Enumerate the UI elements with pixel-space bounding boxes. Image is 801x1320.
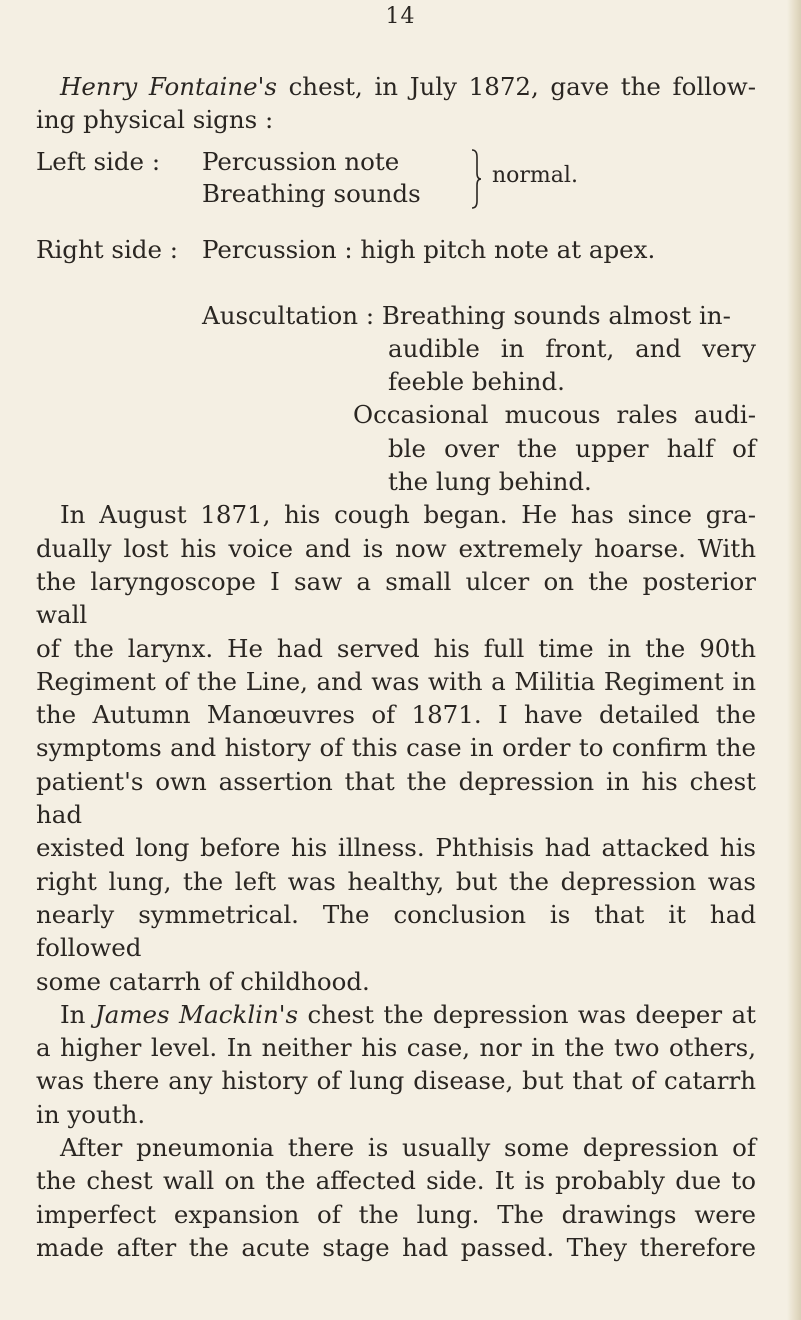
right-side-findings	[36, 233, 756, 299]
left-side-findings	[36, 143, 756, 233]
macklin-post: chest the depression was deeper at	[298, 999, 756, 1029]
paragraph-line: of the larynx. He had served his full time in the 90th	[36, 633, 756, 663]
rales-line-2: ble over the upper half of	[388, 433, 756, 463]
auscultation-line-2: audible in front, and very	[388, 333, 756, 363]
paragraph-line: nearly symmetrical. The conclusion is that it had followed	[36, 899, 756, 963]
page-edge	[787, 0, 801, 1320]
paragraph-line: Regiment of the Line, and was with a Militia Regiment in	[36, 666, 756, 696]
paragraph-line: symptoms and history of this case in order to confirm the	[36, 733, 756, 763]
paragraph-line: In August 1871, his cough began. He has since gra-	[60, 500, 756, 530]
rales-line-1: Occasional mucous rales audi-	[353, 400, 756, 430]
patient-name: Henry Fontaine's	[60, 72, 277, 101]
brace-icon	[470, 149, 482, 209]
paragraph-line: in youth.	[36, 1099, 146, 1129]
intro-text: chest, in July 1872, gave the follow-	[276, 72, 756, 101]
paragraph-line: existed long before his illness. Phthisis had attacked his	[36, 833, 756, 863]
paragraph-pneumonia	[36, 1131, 756, 1264]
left-result: normal.	[492, 162, 578, 188]
macklin-pre: In	[60, 999, 95, 1029]
paragraph-line: made after the acute stage had passed. They therefore	[36, 1232, 756, 1262]
auscultation-line-3: feeble behind.	[388, 367, 565, 397]
intro-line-1	[36, 70, 756, 103]
auscultation-line-1: Auscultation : Breathing sounds almost in-	[202, 300, 731, 330]
intro-line-2: ing physical signs :	[36, 105, 274, 135]
patient-name: James Macklin's	[94, 999, 299, 1029]
left-breathing: Breathing sounds	[202, 178, 421, 208]
left-percussion: Percussion note	[202, 146, 400, 176]
paragraph-line: imperfect expansion of the lung. The drawings were	[36, 1199, 756, 1229]
page-body	[36, 70, 756, 1264]
rales-line-3: the lung behind.	[388, 467, 592, 497]
right-side-label: Right side :	[36, 234, 179, 264]
right-percussion: Percussion : high pitch note at apex.	[202, 234, 656, 264]
paragraph-line: some catarrh of childhood.	[36, 966, 370, 996]
paragraph-line: the Autumn Manœuvres of 1871. I have detailed the	[36, 700, 756, 730]
paragraph-line: a higher level. In neither his case, nor in the two others,	[36, 1033, 756, 1063]
paragraph-macklin	[36, 998, 756, 1131]
paragraph-line: dually lost his voice and is now extremely hoarse. With	[36, 533, 756, 563]
paragraph-line: After pneumonia there is usually some depression of	[60, 1133, 756, 1163]
paragraph-line: patient's own assertion that the depression in his chest had	[36, 766, 756, 830]
page-number: 14	[385, 4, 416, 29]
paragraph-line: right lung, the left was healthy, but the depression was	[36, 866, 756, 896]
paragraph-case-history	[36, 498, 756, 997]
paragraph-line: the chest wall on the affected side. It is probably due to	[36, 1166, 756, 1196]
left-side-label: Left side :	[36, 146, 161, 176]
paragraph-line: the laryngoscope I saw a small ulcer on the posterior wall	[36, 566, 756, 630]
paragraph-line	[36, 998, 756, 1031]
paragraph-line: was there any history of lung disease, but that of catarrh	[36, 1066, 756, 1096]
